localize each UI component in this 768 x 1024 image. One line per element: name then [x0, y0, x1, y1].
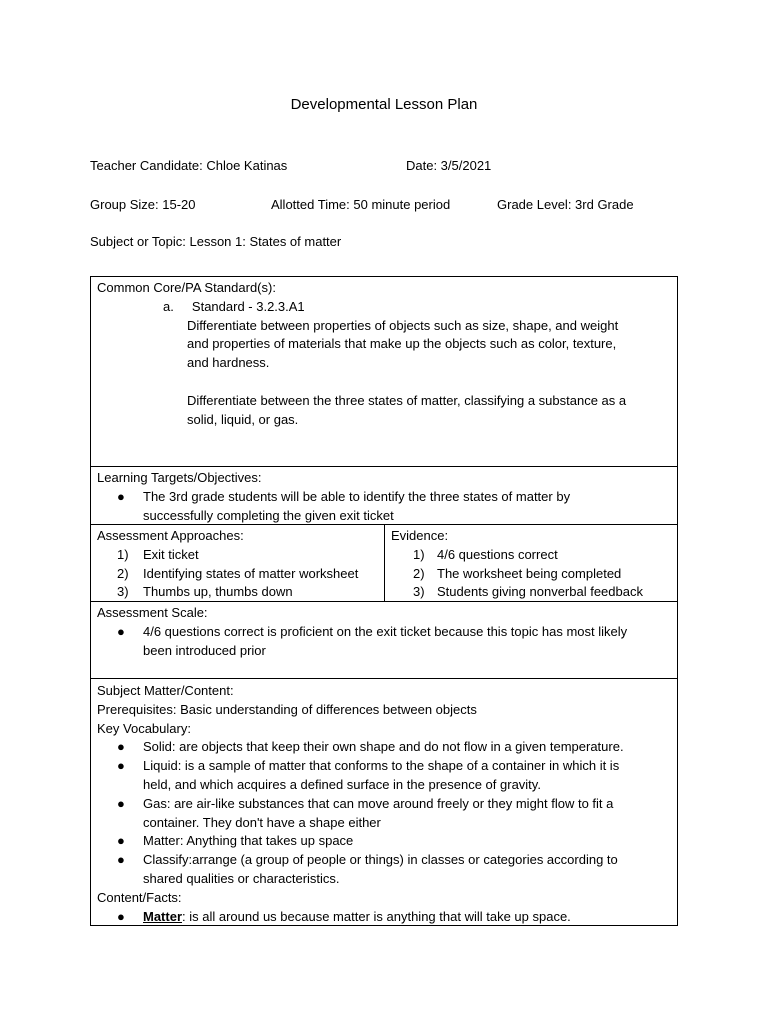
subject-topic: Subject or Topic: Lesson 1: States of matter [90, 234, 342, 249]
teacher-candidate: Teacher Candidate: Chloe Katinas [90, 158, 288, 173]
facts-heading: Content/Facts: [97, 889, 182, 905]
lesson-date: Date: 3/5/2021 [406, 158, 492, 173]
grade-level: Grade Level: 3rd Grade [497, 197, 634, 212]
bullet-icon: ● [117, 623, 125, 639]
vocab-item: ● Classify:arrange (a group of people or things) in classes or categories according to [97, 851, 671, 870]
fact-text: : is all around us because matter is anything that will take up space. [182, 908, 571, 924]
content-heading: Subject Matter/Content: [97, 683, 234, 698]
target-line: successfully completing the given exit ticket [143, 507, 394, 523]
standard-text-line: solid, liquid, or gas. [187, 411, 299, 427]
vocab-heading: Key Vocabulary: [97, 720, 191, 736]
bullet-icon: ● [117, 739, 125, 755]
fact-term: Matter [143, 908, 183, 924]
vocab-item: ● Liquid: is a sample of matter that conforms to the shape of a container in which it is [97, 757, 671, 776]
standard-label: Standard - 3.2.3.A1 [191, 298, 305, 314]
assessment-item: 2) Identifying states of matter worksheet [117, 565, 359, 581]
standard-text-line: and hardness. [187, 355, 270, 371]
targets-section [91, 467, 677, 525]
scale-line: ● 4/6 questions correct is proficient on the exit ticket because this topic has most likely [97, 623, 671, 642]
evidence [385, 525, 677, 601]
vocab-item: ● Matter: Anything that takes up space [97, 832, 671, 851]
assessment-scale-section [91, 602, 677, 679]
assessment-approaches [91, 525, 385, 601]
targets-heading: Learning Targets/Objectives: [97, 470, 262, 485]
standard-text-line: Differentiate between properties of objects such as size, shape, and weight [187, 317, 619, 333]
assessment-evidence-row [91, 525, 677, 602]
bullet-icon: ● [117, 908, 125, 924]
assessment-item: 3) Thumbs up, thumbs down [117, 584, 293, 600]
vocab-item: ● Gas: are air-like substances that can move around freely or they might flow to fit a [97, 795, 671, 814]
bullet-icon: ● [117, 488, 125, 504]
standard-text-line: and properties of materials that make up the objects such as color, texture, [187, 336, 617, 352]
fact-item [97, 908, 671, 927]
bullet-icon: ● [117, 795, 125, 811]
allotted-time: Allotted Time: 50 minute period [271, 197, 451, 212]
standards-section [91, 277, 677, 467]
vocab-item-cont: held, and which acquires a defined surface in the presence of gravity. [143, 776, 541, 792]
bullet-icon: ● [117, 758, 125, 774]
spacer [97, 373, 671, 392]
target-line: ● The 3rd grade students will be able to identify the three states of matter by [97, 488, 671, 507]
scale-line: been introduced prior [143, 642, 266, 658]
evidence-item: 1) 4/6 questions correct [413, 546, 558, 562]
prerequisites: Prerequisites: Basic understanding of differences between objects [97, 701, 477, 717]
vocab-item-cont: container. They don't have a shape either [143, 814, 381, 830]
page-title: Developmental Lesson Plan [290, 96, 478, 113]
subject-matter-section [91, 679, 677, 925]
group-size: Group Size: 15-20 [90, 197, 196, 212]
bullet-icon: ● [117, 833, 125, 849]
scale-heading: Assessment Scale: [97, 605, 208, 620]
assessment-heading: Assessment Approaches: [97, 528, 244, 543]
standard-marker: a. [163, 298, 174, 314]
bullet-icon: ● [117, 852, 125, 868]
evidence-heading: Evidence: [391, 528, 449, 543]
evidence-item: 2) The worksheet being completed [413, 565, 622, 581]
standard-text-line: Differentiate between the three states of matter, classifying a substance as a [187, 392, 627, 408]
vocab-item: ● Solid: are objects that keep their own shape and do not flow in a given temperature. [97, 738, 671, 757]
evidence-item: 3) Students giving nonverbal feedback [413, 584, 643, 600]
standards-heading: Common Core/PA Standard(s): [97, 280, 276, 295]
vocab-item-cont: shared qualities or characteristics. [143, 870, 340, 886]
assessment-item: 1) Exit ticket [117, 546, 199, 562]
standard-label-row [97, 298, 671, 317]
lesson-plan-table [90, 276, 678, 926]
